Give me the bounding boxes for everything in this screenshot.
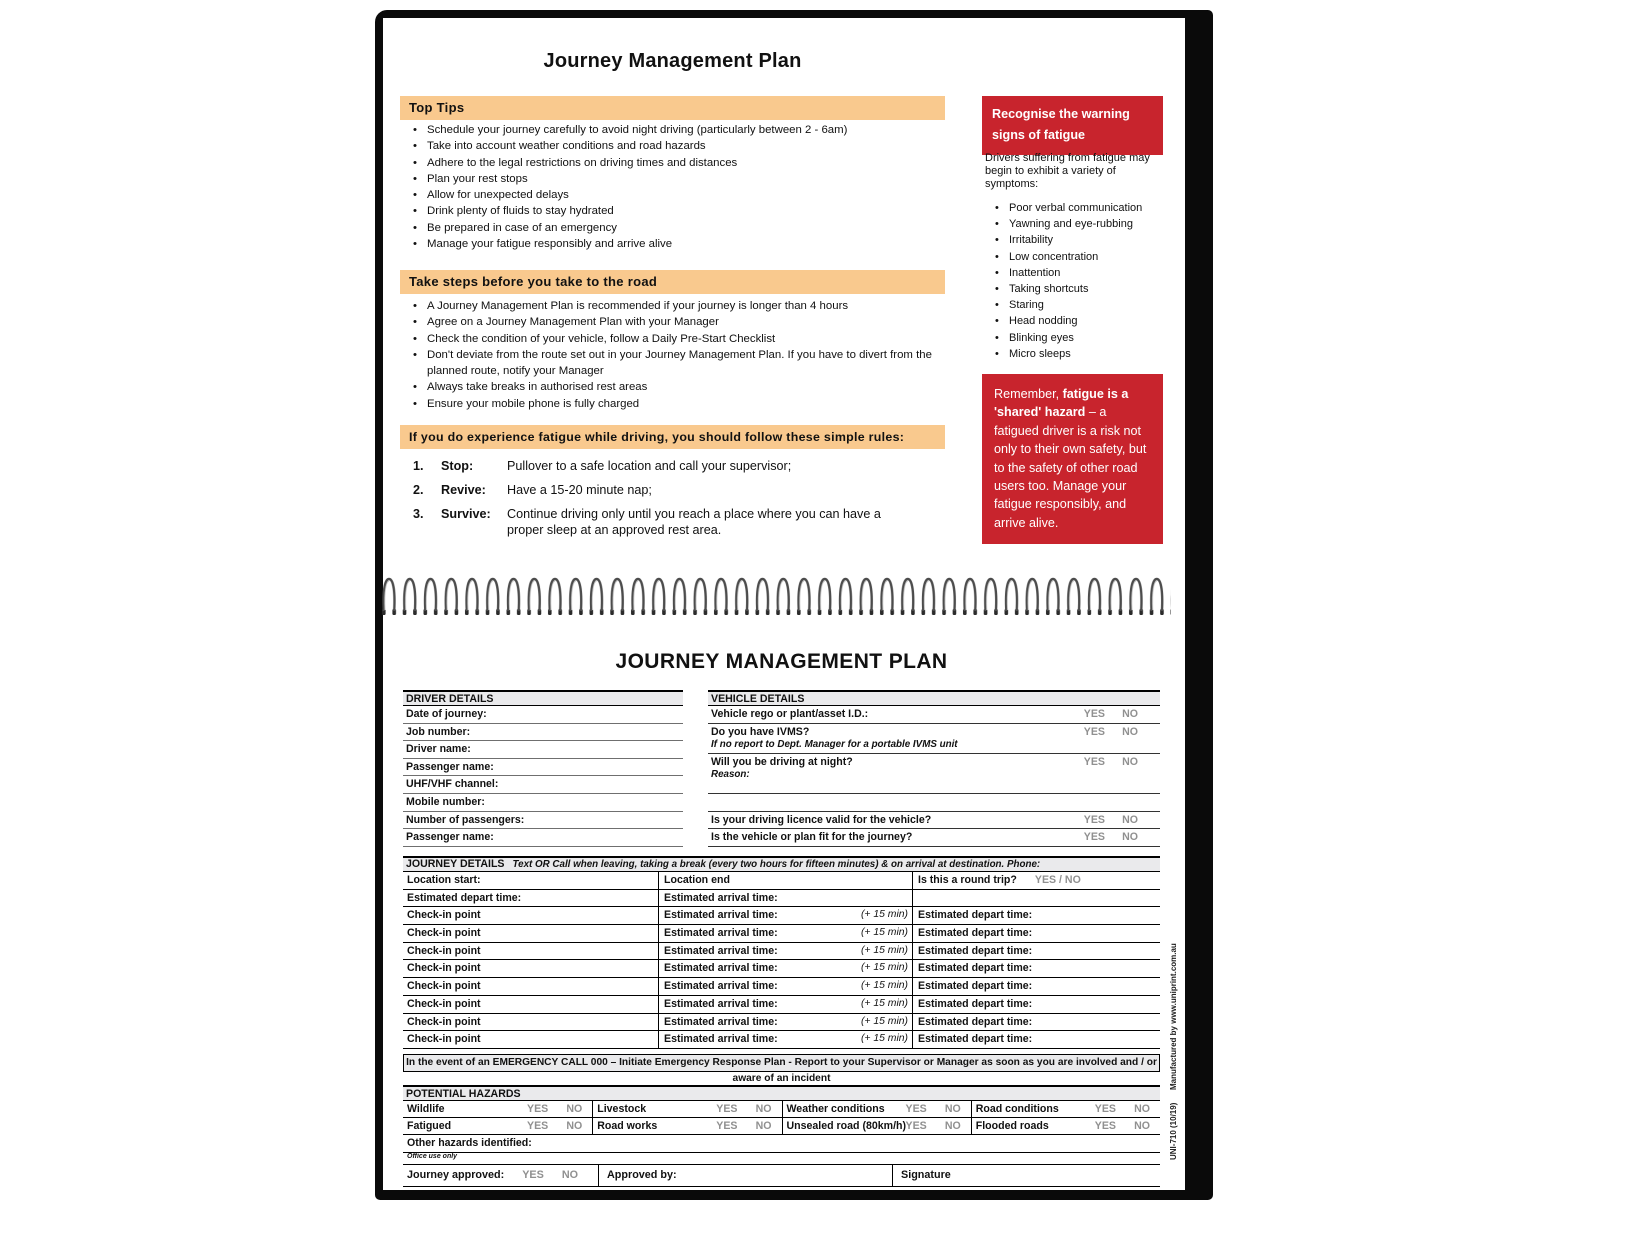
checkin-row — [403, 925, 1160, 943]
bullet-icon: • — [413, 381, 417, 394]
no-option[interactable]: NO — [566, 1120, 583, 1132]
field-checkin-point[interactable]: Check-in point — [407, 1033, 481, 1046]
plus-15-min-note: (+ 15 min) — [860, 1033, 908, 1045]
field-est-depart-time[interactable]: Estimated depart time: — [912, 925, 1160, 942]
yes-option[interactable]: YES — [1083, 831, 1105, 844]
vehicle-details-heading: VEHICLE DETAILS — [708, 690, 1160, 706]
hazard-unsealed-road: Unsealed road (80km/h) YES NO — [782, 1118, 971, 1134]
bullet-icon: • — [413, 332, 417, 345]
journey-locations-row — [403, 872, 1160, 890]
yes-option[interactable]: YES — [527, 1103, 549, 1115]
bullet-icon: • — [413, 348, 417, 361]
potential-hazards-heading: POTENTIAL HAZARDS — [403, 1085, 1160, 1101]
field-vehicle-rego[interactable]: Vehicle rego or plant/asset I.D.: YES NO — [708, 706, 1160, 724]
no-option[interactable]: NO — [944, 1103, 961, 1115]
bullet-icon: • — [413, 205, 417, 218]
no-option[interactable]: NO — [1122, 725, 1138, 738]
warning-signs-heading: Recognise the warning signs of fatigue — [992, 107, 1130, 142]
list-item: • Allow for unexpected delays — [413, 187, 945, 203]
field-est-arrival-time[interactable]: Estimated arrival time: (+ 15 min) — [658, 943, 912, 960]
field-est-arrival-time[interactable]: Estimated arrival time: (+ 15 min) — [658, 978, 912, 995]
list-item: • A Journey Management Plan is recommended if your journey is longer than 4 hours — [413, 298, 945, 314]
yes-option[interactable]: YES — [522, 1169, 544, 1181]
field-est-arrival-time[interactable]: Estimated arrival time: — [658, 890, 912, 907]
list-item: • Micro sleeps — [995, 346, 1159, 362]
take-steps-heading-bar — [400, 270, 945, 294]
field-checkin-point[interactable]: Check-in point — [407, 944, 481, 957]
bullet-icon: • — [995, 283, 999, 296]
bullet-icon: • — [413, 189, 417, 202]
emergency-instruction-strip: In the event of an EMERGENCY CALL 000 – Initiate Emergency Response Plan - Report to your Supervisor or Manager as soon as you are involved and / or aware of an incident — [403, 1054, 1160, 1072]
field-est-depart-time[interactable]: Estimated depart time: — [912, 996, 1160, 1013]
bullet-icon: • — [413, 238, 417, 251]
bullet-icon: • — [995, 250, 999, 263]
hazard-road-conditions: Road conditions YES NO — [971, 1101, 1160, 1117]
rule-label: Survive: — [441, 507, 491, 521]
field-location-end[interactable]: Location end — [658, 872, 912, 889]
no-option[interactable]: NO — [755, 1103, 772, 1115]
manufacturer-credit: Manufactured by www.uniprint.com.au — [1169, 943, 1178, 1090]
form-title: JOURNEY MANAGEMENT PLAN — [615, 650, 948, 673]
field-checkin-point[interactable]: Check-in point — [407, 1015, 481, 1028]
top-tips-heading-bar — [400, 96, 945, 120]
checkin-row — [403, 907, 1160, 925]
list-item: • Low concentration — [995, 249, 1159, 265]
list-item: • Check the condition of your vehicle, follow a Daily Pre-Start Checklist — [413, 331, 945, 347]
checkin-row — [403, 996, 1160, 1014]
field-signature[interactable]: Signature — [892, 1165, 1160, 1186]
field-licence-valid[interactable]: Is your driving licence valid for the vehicle? YES NO — [708, 812, 1160, 830]
bullet-icon: • — [995, 202, 999, 214]
bullet-icon: • — [413, 300, 417, 312]
field-est-arrival-time[interactable]: Estimated arrival time: (+ 15 min) — [658, 1031, 912, 1048]
bullet-icon: • — [995, 266, 999, 279]
bullet-icon: • — [413, 397, 417, 410]
bullet-icon: • — [995, 234, 999, 247]
warning-signs-heading-box — [982, 96, 1163, 155]
no-option[interactable]: NO — [755, 1120, 772, 1132]
list-item: • Adhere to the legal restrictions on driving times and distances — [413, 155, 945, 171]
round-trip-options[interactable]: YES / NO — [1034, 874, 1081, 886]
rule-survive — [413, 506, 943, 538]
field-checkin-point[interactable]: Check-in point — [407, 927, 481, 940]
rule-label: Revive: — [441, 483, 486, 497]
no-option[interactable]: NO — [944, 1120, 961, 1132]
field-number-of-passengers[interactable]: Number of passengers: — [403, 812, 683, 830]
hazard-weather-conditions: Weather conditions YES NO — [782, 1101, 971, 1117]
field-est-depart-time[interactable]: Estimated depart time: — [912, 1031, 1160, 1048]
field-est-arrival-time[interactable]: Estimated arrival time: (+ 15 min) — [658, 960, 912, 977]
field-checkin-point[interactable]: Check-in point — [407, 909, 481, 922]
list-item: • Staring — [995, 297, 1159, 313]
field-est-depart-time[interactable]: Estimated depart time: — [912, 978, 1160, 995]
yes-option[interactable]: YES — [1094, 1120, 1116, 1132]
field-est-arrival-time[interactable]: Estimated arrival time: (+ 15 min) — [658, 907, 912, 924]
hazards-row-1 — [403, 1101, 1160, 1118]
plus-15-min-note: (+ 15 min) — [860, 927, 908, 939]
list-item: • Irritability — [995, 232, 1159, 248]
ivms-note: If no report to Dept. Manager for a portable IVMS unit — [711, 738, 958, 750]
no-option[interactable]: NO — [1122, 755, 1138, 768]
field-est-depart-time[interactable]: Estimated depart time: — [912, 960, 1160, 977]
plus-15-min-note: (+ 15 min) — [860, 980, 908, 992]
no-option[interactable]: NO — [561, 1169, 579, 1181]
yes-option[interactable]: YES — [1083, 708, 1105, 720]
rule-number: 3. — [413, 507, 424, 521]
list-item: • Blinking eyes — [995, 330, 1159, 346]
fatigue-rules-heading: If you do experience fatigue while driving, you should follow these simple rules: — [409, 430, 905, 444]
field-uhf-vhf-channel[interactable]: UHF/VHF channel: — [403, 776, 683, 794]
take-steps-list — [413, 298, 945, 412]
yes-option[interactable]: YES — [1083, 813, 1105, 826]
notepad-backing-board — [375, 10, 1213, 1200]
no-option[interactable]: NO — [1122, 813, 1138, 826]
field-est-depart-time[interactable]: Estimated depart time: — [912, 943, 1160, 960]
bullet-icon: • — [995, 315, 999, 328]
field-est-arrival-time[interactable]: Estimated arrival time: (+ 15 min) — [658, 925, 912, 942]
remember-fatigue-box: Remember, fatigue is a 'shared' hazard – a fatigued driver is a risk not only to their own safety, but to the safety of other road users too. Manage your fatigue responsibly, and arrive alive. — [982, 374, 1163, 544]
rule-text: Continue driving only until you reach a place where you can have a proper sleep at an approved rest area. — [507, 507, 881, 537]
list-item: • Taking shortcuts — [995, 281, 1159, 297]
spiral-binding — [379, 574, 1171, 618]
field-approved-by[interactable]: Approved by: — [598, 1165, 892, 1186]
rule-number: 1. — [413, 459, 424, 473]
no-option[interactable]: NO — [1134, 1120, 1150, 1132]
bullet-icon: • — [413, 140, 417, 153]
hazard-road-works: Road works YES NO — [592, 1118, 781, 1134]
field-est-depart-time[interactable]: Estimated depart time: — [912, 1014, 1160, 1031]
checkin-row — [403, 1014, 1160, 1032]
vehicle-details-section — [708, 690, 1160, 847]
yes-option[interactable]: YES — [1083, 755, 1105, 768]
field-date-of-journey[interactable]: Date of journey: — [403, 706, 683, 724]
list-item: • Plan your rest stops — [413, 171, 945, 187]
bullet-icon: • — [413, 172, 417, 185]
approval-row — [403, 1165, 1160, 1187]
bullet-icon: • — [413, 124, 417, 136]
top-tips-heading: Top Tips — [409, 100, 465, 115]
field-vehicle-fit[interactable]: Is the vehicle or plan fit for the journey? YES NO — [708, 829, 1160, 847]
field-night-reason-line[interactable] — [708, 794, 1160, 812]
rule-text: Have a 15-20 minute nap; — [507, 483, 652, 497]
rule-number: 2. — [413, 483, 424, 497]
field-round-trip[interactable]: Is this a round trip? YES / NO — [912, 872, 1160, 889]
yes-option[interactable]: YES — [716, 1103, 738, 1115]
no-option[interactable]: NO — [566, 1103, 583, 1115]
field-ivms[interactable]: Do you have IVMS? If no report to Dept. Manager for a portable IVMS unit YES NO — [708, 724, 1160, 754]
field-driver-name[interactable]: Driver name: — [403, 741, 683, 759]
yes-option[interactable]: YES — [1083, 725, 1105, 738]
checkin-row — [403, 978, 1160, 996]
field-checkin-point[interactable]: Check-in point — [407, 980, 481, 993]
field-night-driving[interactable]: Will you be driving at night? Reason: YES NO — [708, 754, 1160, 794]
field-other-hazards[interactable]: Other hazards identified: — [403, 1135, 1160, 1153]
no-option[interactable]: NO — [1134, 1103, 1150, 1115]
field-est-depart-time[interactable]: Estimated depart time: — [407, 891, 522, 904]
list-item: • Don't deviate from the route set out in your Journey Management Plan. If you have to divert from the planned route, notify your Manager — [413, 348, 932, 378]
hazard-livestock: Livestock YES NO — [592, 1101, 781, 1117]
hazard-flooded-roads: Flooded roads YES NO — [971, 1118, 1160, 1134]
list-item: • Poor verbal communication — [995, 200, 1159, 216]
yes-option[interactable]: YES — [527, 1120, 549, 1132]
potential-hazards-section — [403, 1085, 1160, 1187]
list-item: • Always take breaks in authorised rest areas — [413, 379, 945, 395]
journey-details-section — [403, 856, 1160, 1049]
bullet-icon: • — [995, 347, 999, 360]
field-job-number[interactable]: Job number: — [403, 724, 683, 742]
checkin-row — [403, 943, 1160, 961]
journey-details-heading-bar — [403, 856, 1160, 872]
rule-revive — [413, 482, 943, 498]
field-est-arrival-time[interactable]: Estimated arrival time: (+ 15 min) — [658, 996, 912, 1013]
journey-times-row — [403, 890, 1160, 908]
cover-title: Journey Management Plan — [543, 50, 802, 72]
hazard-fatigued: Fatigued YES NO — [407, 1120, 583, 1132]
empty-cell — [912, 890, 1160, 907]
form-code: UNI-710 (10/19) — [1169, 1102, 1178, 1160]
list-item: • Ensure your mobile phone is fully charged — [413, 396, 945, 412]
hazard-wildlife: Wildlife YES NO — [407, 1103, 583, 1115]
list-item: • Head nodding — [995, 313, 1159, 329]
plus-15-min-note: (+ 15 min) — [860, 962, 908, 974]
field-passenger-name-2[interactable]: Passenger name: — [403, 829, 683, 847]
night-reason-note: Reason: — [711, 768, 750, 780]
bullet-icon: • — [995, 218, 999, 231]
plus-15-min-note: (+ 15 min) — [860, 997, 908, 1009]
rule-text: Pullover to a safe location and call your supervisor; — [507, 459, 792, 473]
journey-details-heading: JOURNEY DETAILS — [406, 858, 505, 870]
bullet-icon: • — [995, 299, 999, 312]
list-item: • Take into account weather conditions and road hazards — [413, 138, 945, 154]
list-item: • Be prepared in case of an emergency — [413, 220, 945, 236]
list-item: • Agree on a Journey Management Plan with your Manager — [413, 314, 945, 330]
field-checkin-point[interactable]: Check-in point — [407, 997, 481, 1010]
rule-stop — [413, 458, 943, 474]
field-est-arrival-time[interactable]: Estimated arrival time: (+ 15 min) — [658, 1014, 912, 1031]
field-passenger-name[interactable]: Passenger name: — [403, 759, 683, 777]
fatigue-symptoms-list — [995, 200, 1159, 362]
driver-details-heading: DRIVER DETAILS — [403, 690, 683, 706]
driver-details-section — [403, 690, 683, 847]
office-use-only-note: Office use only — [403, 1153, 1160, 1165]
field-location-start[interactable]: Location start: — [407, 874, 481, 886]
field-est-depart-time[interactable]: Estimated depart time: — [912, 907, 1160, 924]
no-option[interactable]: NO — [1122, 831, 1138, 844]
hazards-row-2 — [403, 1118, 1160, 1135]
field-journey-approved[interactable]: Journey approved: YES NO — [403, 1165, 598, 1186]
bullet-icon: • — [413, 316, 417, 329]
journey-plan-page — [383, 18, 1185, 1190]
fatigue-rules-heading-bar — [400, 425, 945, 449]
rule-label: Stop: — [441, 459, 474, 473]
plus-15-min-note: (+ 15 min) — [860, 1015, 908, 1027]
list-item: • Manage your fatigue responsibly and arrive alive — [413, 236, 945, 252]
list-item: • Inattention — [995, 265, 1159, 281]
remember-bold-text: fatigue is a 'shared' hazard — [994, 387, 1129, 420]
bullet-icon: • — [413, 156, 417, 169]
yes-option[interactable]: YES — [905, 1120, 927, 1132]
checkin-row — [403, 960, 1160, 978]
take-steps-heading: Take steps before you take to the road — [409, 274, 658, 289]
top-tips-list — [413, 122, 945, 252]
no-option[interactable]: NO — [1122, 708, 1138, 720]
warning-signs-intro: Drivers suffering from fatigue may begin to exhibit a variety of symptoms: — [985, 152, 1150, 190]
yes-option[interactable]: YES — [716, 1120, 738, 1132]
list-item: • Drink plenty of fluids to stay hydrated — [413, 203, 945, 219]
checkin-row — [403, 1031, 1160, 1049]
field-checkin-point[interactable]: Check-in point — [407, 962, 481, 975]
bullet-icon: • — [413, 221, 417, 234]
plus-15-min-note: (+ 15 min) — [860, 909, 908, 921]
field-mobile-number[interactable]: Mobile number: — [403, 794, 683, 812]
yes-option[interactable]: YES — [905, 1103, 927, 1115]
list-item: • Yawning and eye-rubbing — [995, 216, 1159, 232]
bullet-icon: • — [995, 331, 999, 344]
plus-15-min-note: (+ 15 min) — [860, 944, 908, 956]
yes-option[interactable]: YES — [1094, 1103, 1116, 1115]
fatigue-rules-list — [413, 458, 943, 546]
journey-details-subheading: Text OR Call when leaving, taking a break (every two hours for fifteen minutes) & on arrival at destination. Phone: — [512, 859, 1041, 870]
list-item: • Schedule your journey carefully to avoid night driving (particularly between 2 - 6am) — [413, 122, 945, 138]
